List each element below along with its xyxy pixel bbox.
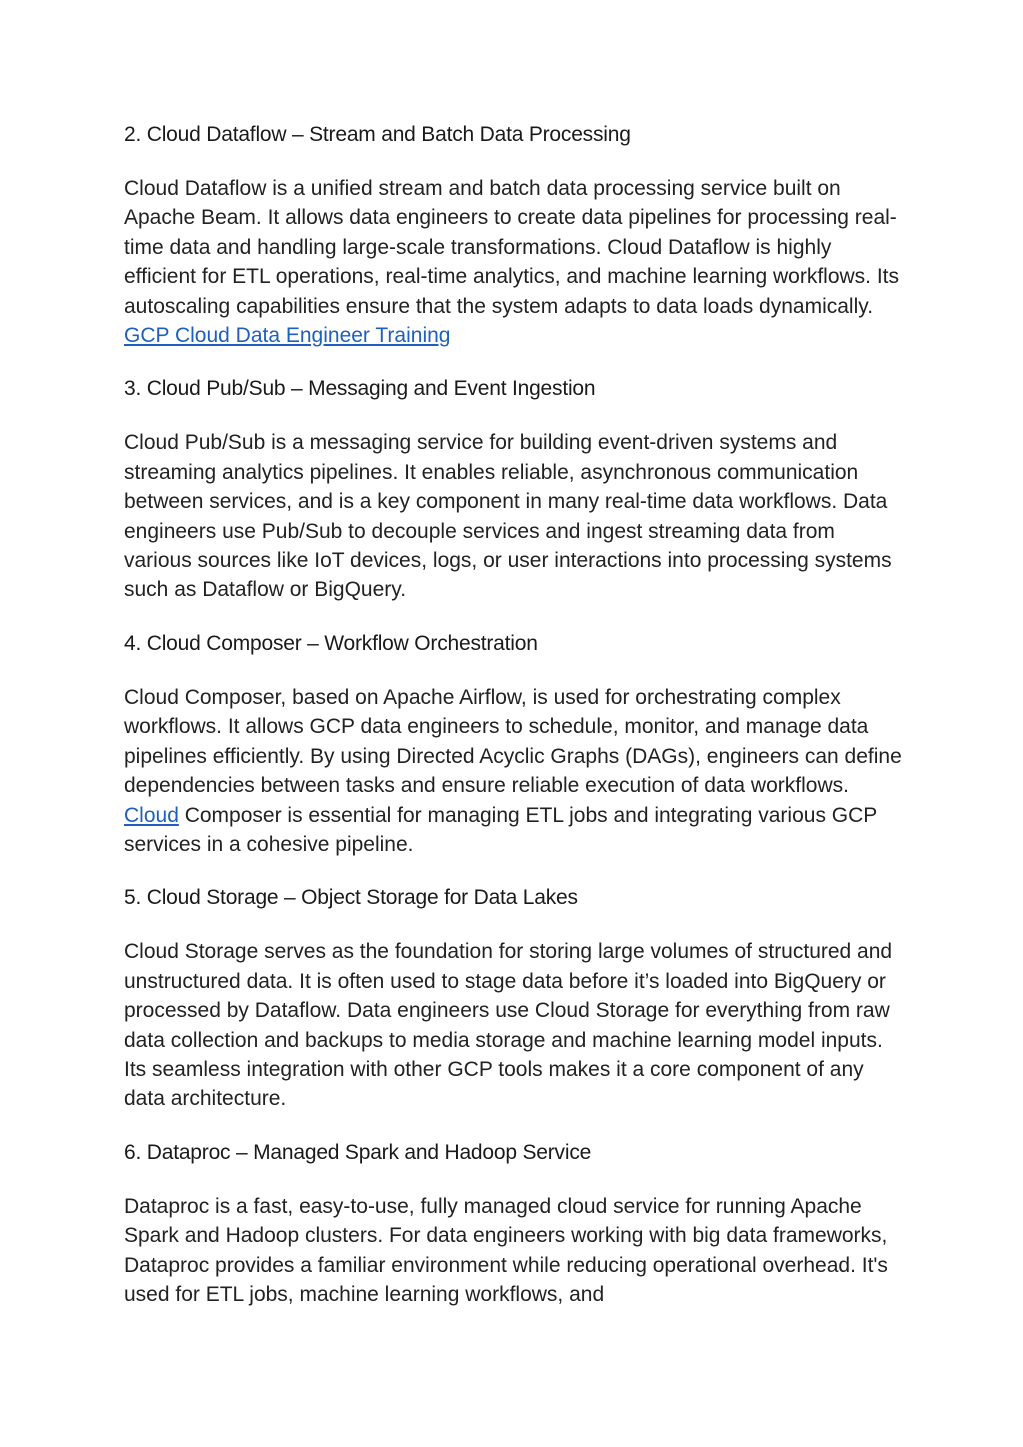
section-body-composer (124, 683, 904, 859)
section-body-pubsub: Cloud Pub/Sub is a messaging service for building event-driven systems and streaming analytics pipelines. It enables reliable, asynchronous communication between services, and is a key component in many real-time data workflows. Data engineers use Pub/Sub to decouple services and ingest streaming data from various sources like IoT devices, logs, or user interactions into processing systems such as Dataflow or BigQuery. (124, 431, 892, 602)
section-heading-storage: 5. Cloud Storage – Object Storage for Data Lakes (124, 886, 578, 910)
cloud-link[interactable]: Cloud (124, 803, 179, 827)
section-body-storage: Cloud Storage serves as the foundation for storing large volumes of structured and unstructured data. It is often used to stage data before it’s loaded into BigQuery or processed by Dataflow. Data engineers use Cloud Storage for everything from raw data collection and backups to media storage and machine learning model inputs. Its seamless integration with other GCP tools makes it a core component of any data architecture. (124, 940, 893, 1111)
composer-text-after: Composer is essential for managing ETL jobs and integrating various GCP services in a cohesive pipeline. (124, 803, 877, 856)
section-body-dataflow (124, 174, 904, 350)
section-body-dataproc: Dataproc is a fast, easy-to-use, fully managed cloud service for running Apache Spark and Hadoop clusters. For data engineers working with big data frameworks, Dataproc provides a familiar environment while reducing operational overhead. It's used for ETL jobs, machine learning workflows, and (124, 1194, 888, 1306)
section-heading-composer: 4. Cloud Composer – Workflow Orchestration (124, 631, 538, 655)
dataflow-text: Cloud Dataflow is a unified stream and batch data processing service built on Apache Beam. It allows data engineers to create data pipelines for processing real-time data and handling large-scale transformations. Cloud Dataflow is highly efficient for ETL operations, real-time analytics, and machine learning workflows. Its autoscaling capabilities ensure that the system adapts to data loads dynamically. (124, 177, 900, 318)
section-heading-dataflow: 2. Cloud Dataflow – Stream and Batch Data Processing (124, 123, 631, 146)
gcp-training-link[interactable]: GCP Cloud Data Engineer Training (124, 324, 451, 348)
document-page (124, 120, 904, 1333)
composer-text: Cloud Composer, based on Apache Airflow, is used for orchestrating complex workflows. It allows GCP data engineers to schedule, monitor, and manage data pipelines efficiently. By using Directed Acyclic Graphs (DAGs), engineers can define dependencies between tasks and ensure reliable execution of data workflows. (124, 685, 902, 798)
section-heading-pubsub: 3. Cloud Pub/Sub – Messaging and Event Ingestion (124, 377, 596, 401)
section-heading-dataproc: 6. Dataproc – Managed Spark and Hadoop Service (124, 1140, 592, 1164)
